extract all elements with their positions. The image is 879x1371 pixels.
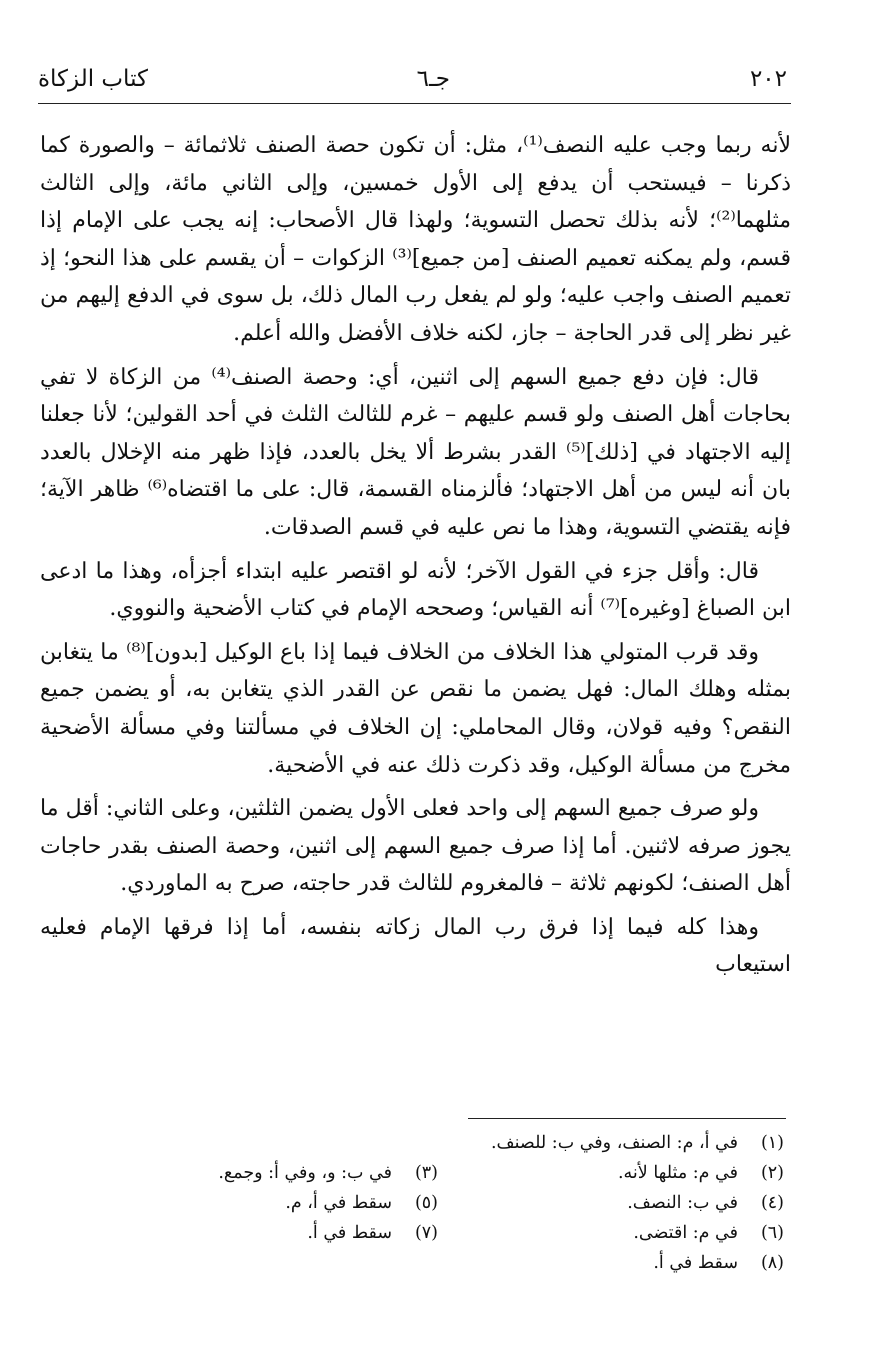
paragraph-5: ولو صرف جميع السهم إلى واحد فعلى الأول يضمن الثلثين، وعلى الثاني: أقل ما يجوز صرفه لاثنين. أما إذا صرف جميع السهم إلى اثنين، وحصة الصنف بقدر حاجات أهل الصنف؛ لكونهم ثلاثة – فالمغروم للثالث قدر حاجته، صرح به الماوردي. — [40, 796, 791, 897]
main-text — [40, 127, 791, 990]
footnote-8: (٨)سقط في أ. — [653, 1253, 784, 1273]
footnote-3: (٣)في ب: و، وفي أ: وجمع. — [218, 1163, 438, 1183]
footnotes — [40, 1128, 784, 1298]
header-rule — [38, 103, 791, 104]
footnote-rule — [468, 1118, 786, 1119]
book-title: كتاب الزكاة — [38, 66, 148, 92]
footnote-4: (٤)في ب: النصف. — [627, 1193, 784, 1213]
paragraph-1: لأنه ربما وجب عليه النصف⁽¹⁾، مثل: أن تكون حصة الصنف ثلاثمائة – والصورة كما ذكرنا – فيستحب أن يدفع إلى الأول خمسين، وإلى الثاني مائة، وإلى الثالث مثلهما⁽²⁾؛ لأنه بذلك تحصل التسوية؛ ولهذا قال الأصحاب: إنه يجب على الإمام إذا قسم، ولم يمكنه تعميم الصنف [من جميع]⁽³⁾ الزكوات – أن يقسم على هذا النحو؛ إذ تعميم الصنف واجب عليه؛ ولو لم يفعل رب المال ذلك، بل سوى في الدفع إليهم من غير نظر إلى قدر الحاجة – جاز، لكنه خلاف الأفضل والله أعلم. — [40, 133, 792, 346]
footnote-5: (٥)سقط في أ، م. — [285, 1193, 438, 1213]
page-number: ٢٠٢ — [749, 66, 787, 92]
footnote-7: (٧)سقط في أ. — [307, 1223, 438, 1243]
paragraph-2: قال: فإن دفع جميع السهم إلى اثنين، أي: وحصة الصنف⁽⁴⁾ من الزكاة لا تفي بحاجات أهل الصنف ولو قسم عليهم – غرم للثالث الثلث في أحد القولين؛ لأنا جعلنا إليه الاجتهاد في [ذلك]⁽⁵⁾ القدر بشرط ألا يخل بالعدد، فإذا ظهر منه الإخلال بالعدد بان أنه ليس من أهل الاجتهاد؛ فألزمناه القسمة، قال: على ما اقتضاه⁽⁶⁾ ظاهر الآية؛ فإنه يقتضي التسوية، وهذا ما نص عليه في قسم الصدقات. — [40, 364, 791, 540]
footnote-1: (١)في أ، م: الصنف، وفي ب: للصنف. — [490, 1133, 784, 1153]
footnote-6: (٦)في م: اقتضى. — [633, 1223, 784, 1243]
paragraph-6: وهذا كله فيما إذا فرق رب المال زكاته بنفسه، أما إذا فرقها الإمام فعليه استيعاب — [40, 914, 791, 978]
volume-label: جـ٦ — [416, 66, 450, 92]
running-header — [38, 62, 787, 102]
footnotes-right-column — [444, 1128, 784, 1278]
paragraph-3: قال: وأقل جزء في القول الآخر؛ لأنه لو اقتصر عليه ابتداء أجزأه، وهذا ما ادعى ابن الصباغ [وغيره]⁽⁷⁾ أنه القياس؛ وصححه الإمام في كتاب الأضحية والنووي. — [40, 558, 791, 622]
paragraph-4: وقد قرب المتولي هذا الخلاف من الخلاف فيما إذا باع الوكيل [بدون]⁽⁸⁾ ما يتغابن بمثله وهلك المال: فهل يضمن ما نقص عن القدر الذي يتغابن به، أو يضمن جميع النقص؟ وفيه قولان، وقال المحاملي: إن الخلاف في مسألتنا وفي مسألة الأضحية مخرج من مسألة الوكيل، وقد ذكرت ذلك عنه في الأضحية. — [40, 639, 791, 778]
footnotes-left-column — [78, 1158, 438, 1248]
footnote-2: (٢)في م: مثلها لأنه. — [617, 1163, 784, 1183]
